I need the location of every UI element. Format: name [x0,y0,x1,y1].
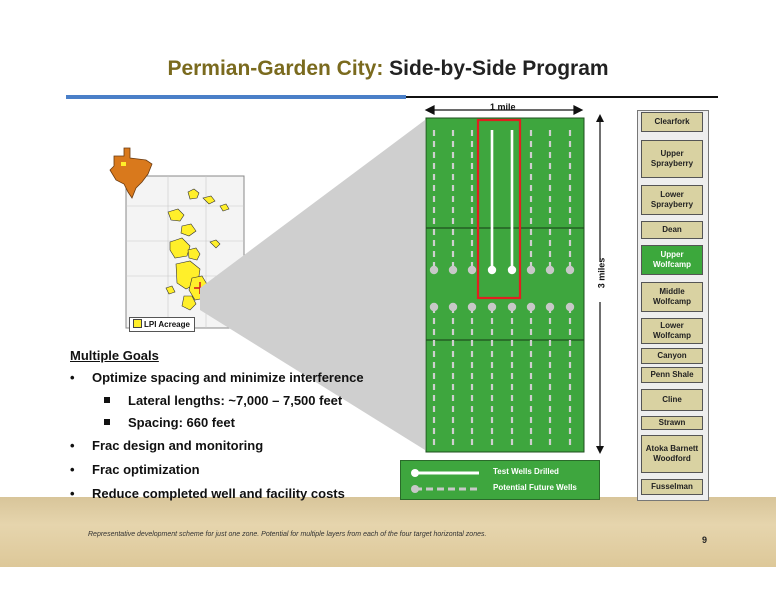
width-label: 1 mile [490,102,516,112]
title-main: Side-by-Side Program [389,57,609,80]
goal-item-text: Reduce completed well and facility costs [92,486,345,501]
title-rule-black [406,96,718,98]
goal-subitem-text: Lateral lengths: ~7,000 – 7,500 feet [128,393,343,408]
bullet-icon: • [70,370,75,385]
goal-item [70,462,200,477]
future-wellhead [449,266,457,274]
future-wellhead [468,266,476,274]
goal-item-text: Frac design and monitoring [92,438,264,453]
zone-upper-sprayberry: Upper Sprayberry [641,140,703,178]
acreage-swatch-icon [133,319,142,328]
page-number: 9 [702,535,708,545]
future-wellhead [508,303,516,311]
zone-strawn: Strawn [641,416,703,430]
map-legend [129,317,195,332]
zone-upper-wolfcamp: Upper Wolfcamp [641,245,703,275]
goal-subitem-text: Spacing: 660 feet [128,415,235,430]
drilled-wellhead [488,266,496,274]
goal-item [70,370,364,385]
well-spacing-diagram [420,100,595,460]
goals-heading: Multiple Goals [70,348,159,363]
page-title [0,57,776,81]
zone-fusselman: Fusselman [641,479,703,495]
square-bullet-icon [104,397,110,403]
future-wellhead [488,303,496,311]
bullet-icon: • [70,486,75,501]
square-bullet-icon [104,419,110,425]
footnote: Representative development scheme for just one zone. Potential for multiple layers from each of the four target horizontal zones. [88,531,487,538]
future-wellhead [430,266,438,274]
legend-drilled-label: Test Wells Drilled [493,467,559,476]
goal-item [70,438,264,453]
height-label: 3 miles [596,257,607,289]
goal-item [70,486,345,501]
zone-canyon: Canyon [641,348,703,364]
diagram-legend [400,460,600,500]
future-wellhead [527,266,535,274]
zone-clearfork: Clearfork [641,112,703,132]
zone-middle-wolfcamp: Middle Wolfcamp [641,282,703,312]
map-legend-label: LPI Acreage [144,320,190,329]
zone-lower-sprayberry: Lower Sprayberry [641,185,703,215]
goal-item-text: Frac optimization [92,462,200,477]
future-wellhead [566,303,574,311]
goal-subitem [128,415,235,430]
zone-penn-shale: Penn Shale [641,367,703,383]
future-wellhead [546,266,554,274]
future-wellhead [546,303,554,311]
future-wellhead [527,303,535,311]
zone-dean: Dean [641,221,703,239]
title-prefix: Permian-Garden City: [167,57,384,80]
goal-subitem [128,393,342,408]
zone-atoka-barnett-woodford: Atoka Barnett Woodford [641,435,703,473]
future-wellhead [449,303,457,311]
drilled-wellhead [508,266,516,274]
future-wellhead [468,303,476,311]
goal-item-text: Optimize spacing and minimize interference [92,370,364,385]
bullet-icon: • [70,438,75,453]
legend-future-label: Potential Future Wells [493,483,577,492]
zone-cline: Cline [641,389,703,411]
bullet-icon: • [70,462,75,477]
zone-lower-wolfcamp: Lower Wolfcamp [641,318,703,344]
future-wellhead [566,266,574,274]
legend-symbols [407,465,487,497]
title-rule-blue [66,95,406,99]
future-wellhead [430,303,438,311]
texas-inset-highlight [121,162,126,166]
section-area [426,118,584,452]
